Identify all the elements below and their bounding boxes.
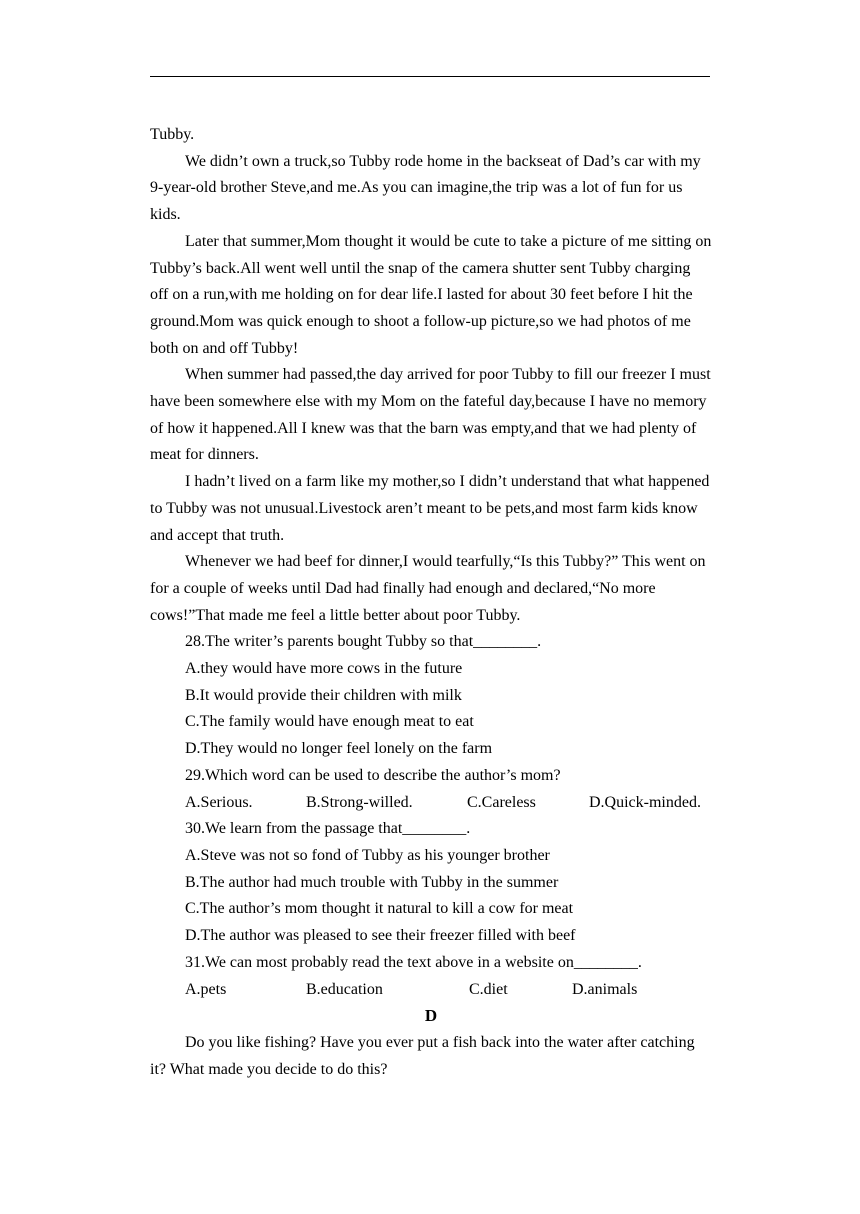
question-29-option-a: A.Serious. — [185, 793, 253, 811]
question-31-option-c: C.diet — [469, 980, 508, 998]
question-31-options — [150, 977, 712, 1004]
question-29-option-d: D.Quick-minded. — [589, 793, 701, 811]
passage-fragment: Tubby. — [150, 126, 195, 143]
question-28-option-c: C.The family would have enough meat to eat — [185, 713, 474, 731]
question-28-stem: 28.The writer’s parents bought Tubby so that________. — [185, 633, 542, 651]
passage-paragraph-1: We didn’t own a truck,so Tubby rode home in the backseat of Dad’s car with my 9-year-old brother Steve,and me.As you can imagine,the trip was a lot of fun for us kids. — [150, 152, 701, 224]
question-29-stem: 29.Which word can be used to describe the author’s mom? — [185, 766, 561, 784]
question-29-options — [150, 790, 712, 817]
passage-paragraph-5: Whenever we had beef for dinner,I would tearfully,“Is this Tubby?” This went on for a couple of weeks until Dad had finally had enough and declared,“No more cows!”That made me feel a little better about poor Tubby. — [150, 553, 706, 624]
question-31-option-a: A.pets — [185, 980, 227, 998]
section-d-intro: Do you like fishing? Have you ever put a fish back into the water after catching it? What made you decide to do this? — [150, 1033, 695, 1078]
passage-paragraph-2: Later that summer,Mom thought it would be cute to take a picture of me sitting on Tubby’s back.All went well until the snap of the camera shutter sent Tubby charging off on a run,with me holding on for dear life.I lasted for about 30 feet before I hit the ground.Mom was quick enough to shoot a follow-up picture,so we had photos of me both on and off Tubby! — [150, 232, 712, 357]
question-29-option-b: B.Strong-willed. — [306, 793, 413, 811]
question-28-option-a: A.they would have more cows in the future — [185, 660, 463, 678]
passage-paragraph-3: When summer had passed,the day arrived for poor Tubby to fill our freezer I must have been somewhere else with my Mom on the fateful day,because I have no memory of how it happened.All I knew was that the barn was empty,and that we had plenty of meat for dinners. — [150, 366, 711, 464]
header-rule — [150, 76, 710, 77]
question-28-option-b: B.It would provide their children with milk — [185, 686, 462, 704]
question-30-option-a: A.Steve was not so fond of Tubby as his younger brother — [185, 846, 550, 864]
question-29-option-c: C.Careless — [467, 793, 536, 811]
question-30-option-d: D.The author was pleased to see their freezer filled with beef — [185, 927, 576, 945]
question-28-option-d: D.They would no longer feel lonely on the farm — [185, 740, 493, 758]
question-30-stem: 30.We learn from the passage that________. — [185, 820, 471, 838]
question-31-option-d: D.animals — [572, 980, 638, 998]
passage-paragraph-4: I hadn’t lived on a farm like my mother,so I didn’t understand that what happened to Tubby was not unusual.Livestock aren’t meant to be pets,and most farm kids know and accept that truth. — [150, 473, 710, 544]
document-body — [150, 122, 712, 1083]
question-30-option-b: B.The author had much trouble with Tubby in the summer — [185, 873, 559, 891]
section-heading: D — [424, 1006, 438, 1026]
question-31-option-b: B.education — [306, 980, 383, 998]
question-31-stem: 31.We can most probably read the text above in a website on________. — [185, 953, 642, 971]
question-30-option-c: C.The author’s mom thought it natural to kill a cow for meat — [185, 900, 574, 918]
